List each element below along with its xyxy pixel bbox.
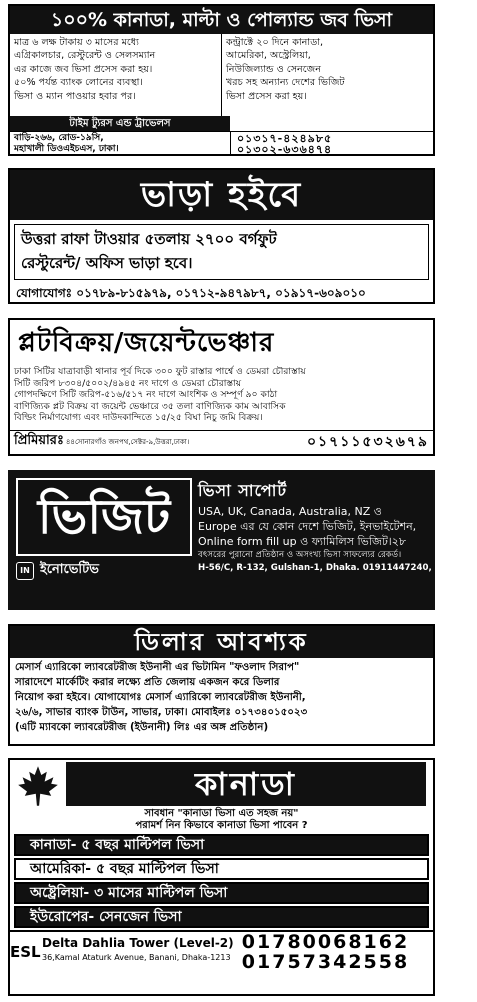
esl-logo: ESL [10, 943, 41, 961]
agency-phones [230, 132, 433, 155]
visit-visa-ad [8, 470, 477, 610]
premier-brand: প্রিমিয়ারঃ [14, 433, 64, 448]
advice-line: পরামর্শ নিন কিভাবে কানাডা ভিসা পাবেন ? [135, 820, 308, 831]
offer-canada: কানাডা- ৫ বছর মাল্টিপল ভিসা [14, 834, 429, 856]
rent-contact: যোগাযোগঃ ০১৭৮৯-৮১৫৯৭৯, ০১৭১২-৯৪৭৯৮৭, ০১৯১৭-৬০৯০১০ [16, 286, 366, 300]
text-line: বাণিজ্যিক প্লট বিক্রয় বা জয়েন্ট ভেঞ্চারে ৩৫ তলা বাণিজ্যিক কাম আবাসিক [14, 400, 286, 412]
phone-number: 01757342558 [241, 951, 410, 973]
text-line: আমেরিকা, অস্ট্রেলিয়া, [226, 50, 311, 62]
canada-visa-ad [8, 758, 435, 996]
tower-name: Delta Dahlia Tower (Level-2) [42, 936, 234, 950]
text-line: ভিসা ও ম্যান পাওয়ার হবার পর। [14, 90, 136, 102]
maple-leaf-icon [16, 764, 60, 808]
text-line: Online form fill up ও ফ্যামিলিস ভিজিট।২৮ [198, 535, 407, 548]
text-line: ৫০% পর্যন্ত ব্যাংক লোনের ব্যবস্থা। [14, 77, 143, 89]
warning-line: সাবধান "কানাডা ভিসা এত সহজ নয়" [144, 808, 299, 819]
rent-headline: ভাড়া হইবে [10, 170, 433, 220]
plot-sale-headline: প্লটবিক্রয়/জয়েন্টভেঞ্চার [18, 328, 275, 358]
text-line: Europe এর যে কোন দেশে ভিজিট, ইনভাইটেশন, [198, 520, 417, 533]
offer-europe: ইউরোপের- সেনজেন ভিসা [14, 906, 429, 928]
text-line: বৎসরের পুরানো প্রতিষ্ঠান ও অসংখ্য ভিসা সাফল্যের রেকর্ড। [198, 550, 402, 560]
offer-australia: অষ্ট্রেলিয়া- ৩ মাসের মাল্টিপল ভিসা [14, 882, 429, 904]
rent-body [14, 224, 429, 280]
job-visa-right-text [221, 34, 433, 116]
rent-ad [8, 168, 435, 304]
dealer-body [10, 658, 433, 737]
text-line: গোপদক্ষিণে সিটি জরিপ-৫১৬/৫১৭ নং দাগে আংশিক ও সম্পূর্ণ ৯০ কাঠা [14, 389, 278, 401]
plot-sale-body [10, 366, 433, 430]
phone-number: ০১৩০২-৬৩৬৪৭৪ [236, 143, 333, 156]
text-line: কন্ট্রাক্টে ২০ দিনে কানাডা, [226, 37, 324, 48]
text-line: (এটি ম্যাবকো ল্যাবরেটরীজ (ইউনানী) লিঃ এর অঙ্গ প্রতিষ্ঠান) [15, 722, 269, 733]
text-line: খরচ সহ অন্যান্য দেশের ভিজিট [226, 77, 345, 89]
premier-address: ৪৪সোনারগাঁও জনপথ,সেক্টর-৯,উত্তরা,ঢাকা। [65, 437, 190, 446]
text-line: সারাদেশে মার্কেটিং করার লক্ষ্যে প্রতি জেলায় একজন করে ডিলার [15, 677, 280, 688]
phone-number: ০১৩১৭-৪২৪৯৮৫ [236, 132, 333, 145]
dealer-headline: ডিলার আবশ্যক [10, 626, 433, 658]
esl-address: 36,Kamal Ataturk Avenue, Banani, Dhaka-1213 [42, 953, 231, 962]
plot-sale-ad [8, 318, 435, 456]
agency-name: টাইম ট্যুরস এন্ড ট্রাভেলস [10, 116, 230, 131]
text-line: ঢাকা সিটির যাত্রাবাড়ী থানার পূর্ব দিকে ৩০০ ফুট রাস্তার পার্শ্বে ও ডেমরা চৌরাস্তায় [14, 366, 306, 377]
visit-headline: ভিজিট [16, 478, 192, 556]
text-line: ২৬/৬, সাভার ব্যাংক টাউন, সাভার, ঢাকা। মোবাইলঃ ০১৭৩৪০১৫০২৩ [15, 707, 308, 718]
text-line: নিউজিল্যান্ড ও সেনজেন [226, 63, 321, 75]
job-visa-headline: ১০০% কানাডা, মাল্টা ও পোল্যান্ড জব ভিসা [10, 6, 433, 34]
text-line: এর কাজে জব ভিসা প্রসেস করা হয়। [14, 63, 153, 75]
text-line: রেস্টুরেন্ট/ অফিস ভাড়া হবে। [21, 254, 193, 272]
text-line: উত্তরা রাফা টাওয়ার ৫তলায় ২৭০০ বর্গফুট [21, 230, 277, 248]
canada-headline: কানাডা [66, 762, 426, 806]
dealer-wanted-ad [8, 624, 435, 746]
countries-line: USA, UK, Canada, Australia, NZ ও [198, 505, 382, 518]
visa-support-title: ভিসা সাপোর্ট [198, 481, 288, 500]
text-line: বিল্ডিং নির্মাণযোগ্য এবং দাউদকান্দিতে ১৫/২৫ বিঘা নিচু জমি বিক্রয়। [14, 412, 263, 424]
job-visa-left-text [10, 34, 221, 116]
address-line: মহাখালী ডিওএইচএস, ঢাকা। [14, 144, 119, 154]
address-line: বাড়ি-২৬৬, রোড-১৯সি, [14, 133, 104, 143]
job-visa-ad [8, 4, 435, 156]
text-line: নিয়োগ করা হইবে। যোগাযোগঃ মেসার্স এ্যারিকো ল্যাবরেটরীজ ইউনানী, [15, 692, 306, 703]
text-line: ভিসা প্রসেস করা হয়। [226, 90, 307, 102]
text-line: মেসার্স এ্যারিকো ল্যাবরেটরীজ ইউনানী এর ভিটামিন "ফওলাদ সিরাপ" [15, 662, 300, 673]
text-line: সিটি জরিপ ৮৩০৪/৫০০২/৪৯৪৫ নং দাগে ও ডেমরা চৌরাস্তায় [14, 377, 242, 389]
innovative-logo-icon: IN [16, 562, 34, 580]
phone-number: 01780068162 [241, 931, 410, 953]
esl-phones [218, 932, 433, 972]
visit-address: H-56/C, R-132, Gulshan-1, Dhaka. 01911447240, 9856017 [198, 563, 477, 573]
agency-address [10, 132, 230, 155]
text-line: এগ্রিকালচার, রেস্টুরেন্ট ও সেলসম্যান [14, 50, 156, 62]
offer-america: আমেরিকা- ৫ বছর মাল্টিপল ভিসা [14, 858, 429, 880]
text-line: মাত্র ৬ লক্ষ টাকায় ৩ মাসের মধ্যে [14, 37, 139, 48]
premier-phone: ০১৭১১৫৩২৬৭৯ [306, 433, 429, 450]
innovative-name: ইনোভেটিভ [40, 562, 99, 577]
canada-warning [10, 808, 433, 832]
